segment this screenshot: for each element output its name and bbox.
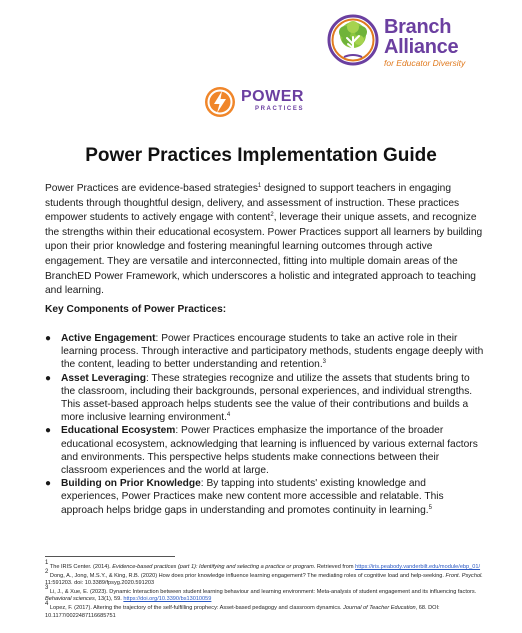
footnote-title: Journal of Teacher Education bbox=[343, 604, 416, 611]
practices-wordmark: PRACTICES bbox=[255, 106, 305, 112]
footnote-text: 11:591203. doi: 10.3389/fpsyg.2020.591203 bbox=[45, 580, 155, 587]
footnote-text: . Retrieved from bbox=[313, 564, 356, 570]
bullet-term: Active Engagement bbox=[61, 333, 156, 344]
footnote-number: 1 bbox=[45, 560, 49, 566]
branch-alliance-logo bbox=[326, 13, 516, 75]
footnote-text: Li, J., & Xue, E. (2023). Dynamic Interaction between student learning behaviour and learning environment: Meta-analysis of student engagement and its influencing factors. bbox=[48, 588, 477, 595]
logo-line-branch: Branch bbox=[384, 16, 452, 38]
lightning-bolt-icon bbox=[203, 85, 237, 119]
footnote-text: , 68. DOI: 10.1177/0022487116685751 bbox=[45, 604, 440, 619]
page-title: Power Practices Implementation Guide bbox=[85, 145, 437, 166]
footnote-text: Lopez, F. (2017). Altering the trajectory of the self-fulfilling prophecy: Asset-based pedagogy and classroom dynamics. bbox=[48, 604, 344, 611]
footnote-ref-3: 3 bbox=[322, 359, 327, 366]
footnotes bbox=[45, 560, 485, 620]
footnote-title: Evidence-based practices (part 1): Identifying and selecting a practice or program bbox=[112, 564, 314, 570]
bullet-term: Asset Leveraging bbox=[61, 372, 146, 384]
logo-line-alliance: Alliance bbox=[384, 36, 459, 58]
intro-text-3: , leverage their unique assets, and recognize the strengths within their educational ecosystem. Power Practices support all learners by building upon their prior knowledge and fostering meaningful learning outcomes through active engagement. They are versatile and interconnected, fitting into multiple domain areas of the BranchED Power Framework, which underscores a holistic and integrated approach to teaching and learning. bbox=[45, 212, 483, 297]
footnote-number: 2 bbox=[45, 568, 49, 575]
footnote-title: Behavioral sciences bbox=[45, 596, 95, 603]
components-heading: Key Components of Power Practices: bbox=[45, 304, 227, 315]
intro-paragraph bbox=[45, 182, 483, 299]
branch-alliance-wordmark bbox=[384, 17, 465, 68]
bullet-text: : Power Practices emphasize the importance of the broader educational ecosystem, acknowledging that learning is influenced by various external factors and environments. This perspective helps students make connections between their classroom experiences and the world at large. bbox=[61, 425, 478, 477]
intro-text-2: designed to support teachers in engaging students through thoughtful design, delivery, and assessment of instruction. These practices empower students to actively engage with content bbox=[45, 183, 460, 224]
footnote-ref-1: 1 bbox=[257, 183, 262, 189]
footnote-text: The IRIS Center. (2014). bbox=[48, 564, 113, 570]
bullet-term: Educational Ecosystem bbox=[61, 425, 176, 437]
bullet-text: : By tapping into students' existing knowledge and experiences, Power Practices make new content more accessible and relatable. This approach helps bridge gaps in understanding and promotes continuity in learning. bbox=[61, 478, 444, 516]
bullet-icon: ● bbox=[45, 372, 52, 384]
list-item bbox=[45, 372, 485, 425]
intro-text-1: Power Practices are evidence-based strategies bbox=[45, 183, 258, 194]
power-wordmark: POWER bbox=[241, 88, 304, 105]
footnote-ref-2: 2 bbox=[270, 212, 274, 219]
footnote-text: , 13(1), 59. bbox=[94, 596, 124, 603]
footnote-ref-5: 5 bbox=[428, 504, 432, 511]
footnote-link[interactable]: https://iris.peabody.vanderbilt.edu/module/ebp_01/ bbox=[355, 564, 481, 570]
list-item bbox=[45, 332, 485, 372]
bullet-icon: ● bbox=[45, 425, 52, 437]
footnote-number: 4 bbox=[45, 600, 49, 607]
bullet-icon: ● bbox=[45, 333, 52, 344]
footnote-title: Front. Psychol. bbox=[445, 572, 483, 579]
logo-tagline: for Educator Diversity bbox=[384, 58, 466, 68]
list-item bbox=[45, 424, 485, 477]
footnote-divider bbox=[45, 556, 175, 557]
footnote-2 bbox=[45, 568, 485, 588]
bullet-text: : These strategies recognize and utilize the assets that students bring to the classroom, including their backgrounds, personal experiences, and individual strengths. This asset-based approach helps students see the value of their contributions and builds a more inclusive learning environment. bbox=[61, 372, 473, 424]
tree-logo-icon bbox=[326, 13, 380, 67]
bullet-text: : Power Practices encourage students to take an active role in their learning process. Through interactive and participatory methods, students engage deeply with the content, leading to better understanding and retention. bbox=[61, 333, 484, 371]
footnote-ref-4: 4 bbox=[226, 412, 231, 419]
bullet-term: Building on Prior Knowledge bbox=[61, 478, 201, 490]
components-list bbox=[45, 332, 485, 517]
footnote-text: Dong, A., Jong, M.S.Y., & King, R.B. (2020) How does prior knowledge influence learning engagement? The mediating roles of cognitive load and help-seeking. bbox=[48, 572, 446, 579]
footnote-link[interactable]: https://doi.org/10.3390/bs13010059 bbox=[123, 596, 212, 603]
bullet-icon: ● bbox=[45, 478, 52, 490]
footnote-1 bbox=[45, 560, 485, 572]
footnote-number: 3 bbox=[45, 584, 49, 591]
footnote-3 bbox=[45, 584, 485, 604]
power-practices-logo bbox=[203, 85, 323, 121]
list-item bbox=[45, 477, 485, 517]
footnote-4 bbox=[45, 600, 485, 620]
